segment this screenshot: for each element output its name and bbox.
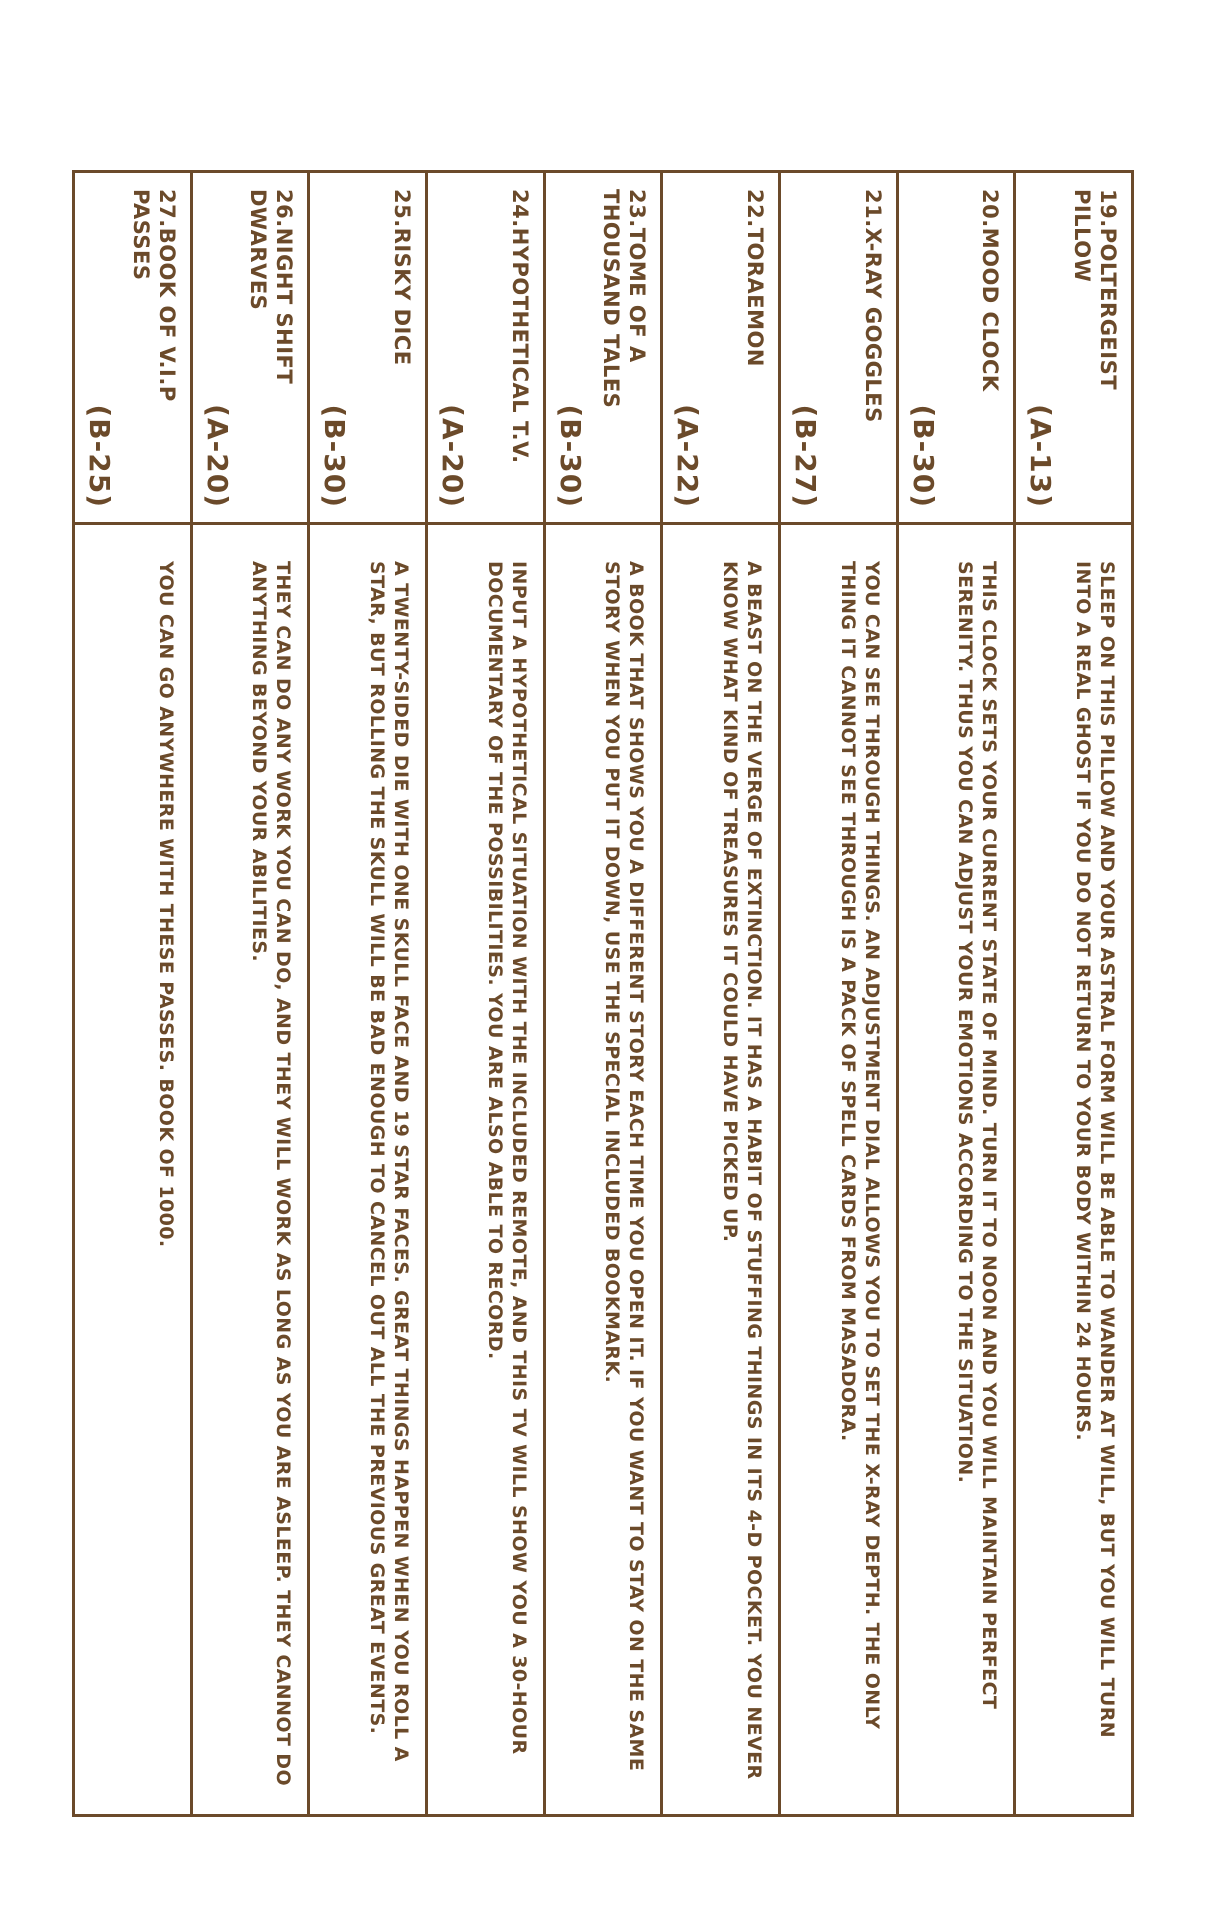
- item-name-cell: [899, 173, 1014, 525]
- item-name: 25.RISKY DICE: [389, 189, 414, 366]
- item-description: A BOOK THAT SHOWS YOU A DIFFERENT STORY EACH TIME YOU OPEN IT. IF YOU WANT TO STAY ON THE SAME STORY WHEN YOU PUT IT DOWN, USE THE SPECIAL INCLUDED BOOKMARK.: [601, 561, 648, 1772]
- table-row: [543, 173, 661, 1814]
- table-row: [190, 173, 308, 1814]
- item-name: 23.TOME OF A THOUSAND TALES: [599, 189, 650, 409]
- item-name: 26.NIGHT SHIFT DWARVES: [246, 189, 297, 385]
- item-description: A TWENTY-SIDED DIE WITH ONE SKULL FACE AND 19 STAR FACES. GREAT THINGS HAPPEN WHEN YOU ROLL A STAR, BUT ROLLING THE SKULL WILL BE BAD ENOUGH TO CANCEL OUT ALL THE PREVIOUS GREAT EVENTS.: [365, 561, 412, 1762]
- item-name: 27.BOOK OF V.I.P PASSES: [128, 189, 179, 402]
- table-row: [307, 173, 425, 1814]
- item-name-cell: [781, 173, 896, 525]
- item-name-cell: [428, 173, 543, 525]
- item-code: (B-30): [553, 404, 587, 508]
- table-row: [896, 173, 1014, 1814]
- table-row: [778, 173, 896, 1814]
- item-code: (B-27): [788, 404, 822, 508]
- item-name-cell: [310, 173, 425, 525]
- item-name-cell: [546, 173, 661, 525]
- item-description: THIS CLOCK SETS YOUR CURRENT STATE OF MIND. TURN IT TO NOON AND YOU WILL MAINTAIN PERFECT SERENITY. THUS YOU CAN ADJUST YOUR EMOTIONS ACCORDING TO THE SITUATION.: [954, 561, 1001, 1710]
- item-code: (A-22): [671, 404, 705, 508]
- table-row: [425, 173, 543, 1814]
- item-description: YOU CAN SEE THROUGH THINGS. AN ADJUSTMENT DIAL ALLOWS YOU TO SET THE X-RAY DEPTH. THE ONLY THING IT CANNOT SEE THROUGH IS A PACK OF SPELL CARDS FROM MASADORA.: [836, 561, 883, 1730]
- item-code: (B-30): [318, 404, 352, 508]
- item-code: (B-25): [82, 404, 116, 508]
- item-code: (A-13): [1024, 404, 1058, 508]
- item-description: THEY CAN DO ANY WORK YOU CAN DO, AND THEY WILL WORK AS LONG AS YOU ARE ASLEEP. THEY CANNOT DO ANYTHING BEYOND YOUR ABILITIES.: [248, 561, 295, 1787]
- item-name-cell: [75, 173, 190, 525]
- card-table-rotated: [72, 170, 1134, 1817]
- item-name: 22.TORAEMON: [742, 189, 767, 367]
- item-code: (B-30): [906, 404, 940, 508]
- item-name-cell: [663, 173, 778, 525]
- card-table: [72, 170, 1134, 1817]
- item-name: 24.HYPOTHETICAL T.V.: [507, 189, 532, 464]
- item-name: 19.POLTERGEIST PILLOW: [1070, 189, 1120, 391]
- table-row: [1013, 173, 1131, 1814]
- item-name: 20.MOOD CLOCK: [978, 189, 1003, 392]
- item-description: INPUT A HYPOTHETICAL SITUATION WITH THE INCLUDED REMOTE, AND THIS TV WILL SHOW YOU A 30-HOUR DOCUMENTARY OF THE POSSIBILITIES. YOU ARE ALSO ABLE TO RECORD.: [483, 561, 530, 1755]
- item-code: (A-20): [435, 404, 469, 508]
- item-name: 21.X-RAY GOGGLES: [860, 189, 885, 423]
- item-name-cell: [1016, 173, 1131, 525]
- table-row: [660, 173, 778, 1814]
- item-code: (A-20): [200, 404, 234, 508]
- table-row: [75, 173, 190, 1814]
- item-description: YOU CAN GO ANYWHERE WITH THESE PASSES. BOOK OF 1000.: [154, 561, 177, 1248]
- item-description: A BEAST ON THE VERGE OF EXTINCTION. IT HAS A HABIT OF STUFFING THINGS IN ITS 4-D POCKET. YOU NEVER KNOW WHAT KIND OF TREASURES IT COULD HAVE PICKED UP.: [718, 561, 765, 1780]
- item-name-cell: [193, 173, 308, 525]
- item-description: SLEEP ON THIS PILLOW AND YOUR ASTRAL FORM WILL BE ABLE TO WANDER AT WILL, BUT YOU WILL TURN INTO A REAL GHOST IF YOU DO NOT RETURN TO YOUR BODY WITHIN 24 HOURS.: [1072, 561, 1118, 1739]
